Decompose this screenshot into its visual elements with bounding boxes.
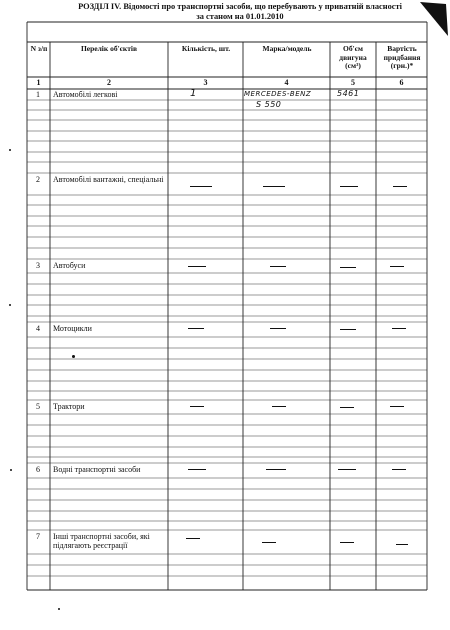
row-number: 6 (36, 465, 40, 474)
empty-dash (190, 406, 204, 407)
row-number: 1 (36, 90, 40, 99)
row-number: 5 (36, 402, 40, 411)
empty-dash (186, 538, 200, 539)
handwritten-quantity: 1 (190, 88, 197, 99)
empty-dash (188, 469, 206, 470)
column-number-5: 5 (351, 78, 355, 87)
empty-dash (393, 186, 407, 187)
row-number: 7 (36, 532, 40, 541)
row-label-cars: Автомобілі легкові (53, 90, 118, 99)
handwritten-engine-volume: 5461 (337, 89, 360, 98)
row-label-water-vehicles: Водні транспортні засоби (53, 465, 141, 474)
scan-speck (10, 469, 12, 471)
scan-speck (72, 355, 75, 358)
column-header-purchase-cost: Вартість придбання (грн.)* (383, 44, 421, 70)
row-label-trucks: Автомобілі вантажні, спеціальні (53, 175, 164, 184)
empty-dash (392, 469, 406, 470)
handwritten-brand-line2: S 550 (256, 100, 282, 109)
empty-dash (340, 329, 356, 330)
row-number: 2 (36, 175, 40, 184)
column-number-2: 2 (107, 78, 111, 87)
column-header-objects: Перелік об'єктів (80, 44, 138, 53)
empty-dash (340, 407, 354, 408)
column-header-number: N з/п (30, 44, 48, 53)
empty-dash (262, 542, 276, 543)
column-header-quantity: Кількість, шт. (181, 44, 231, 53)
empty-dash (340, 542, 354, 543)
empty-dash (270, 328, 286, 329)
empty-dash (266, 469, 286, 470)
column-number-1: 1 (36, 78, 41, 87)
empty-dash (188, 328, 204, 329)
empty-dash (263, 186, 285, 187)
empty-dash (340, 186, 358, 187)
column-header-engine-volume: Об'єм двигуна (см³) (339, 44, 367, 70)
section-title-line2: за станом на 01.01.2010 (196, 12, 284, 21)
empty-dash (338, 469, 356, 470)
column-number-3: 3 (203, 78, 208, 87)
empty-dash (390, 266, 404, 267)
empty-dash (270, 266, 286, 267)
column-number-6: 6 (399, 78, 404, 87)
row-number: 4 (36, 324, 40, 333)
scan-speck (9, 304, 11, 306)
empty-dash (188, 266, 206, 267)
empty-dash (392, 328, 406, 329)
row-label-motorcycles: Мотоцикли (53, 324, 92, 333)
column-number-4: 4 (284, 78, 289, 87)
row-label-other-vehicles: Інші транспортні засоби, які підлягають реєстрації (53, 532, 150, 550)
scan-speck (58, 608, 60, 610)
empty-dash (190, 186, 212, 187)
empty-dash (396, 544, 408, 545)
section-title-line1: РОЗДІЛ IV. Відомості про транспортні засоби, що перебувають у приватній власності (78, 2, 402, 11)
handwritten-brand-line1: MERCEDES-BENZ (244, 90, 312, 98)
row-label-buses: Автобуси (53, 261, 86, 270)
empty-dash (272, 406, 286, 407)
scan-speck (9, 149, 11, 151)
empty-dash (390, 406, 404, 407)
row-number: 3 (36, 261, 40, 270)
empty-dash (340, 267, 356, 268)
row-label-tractors: Трактори (53, 402, 85, 411)
column-header-brand-model: Марка/модель (262, 44, 312, 53)
